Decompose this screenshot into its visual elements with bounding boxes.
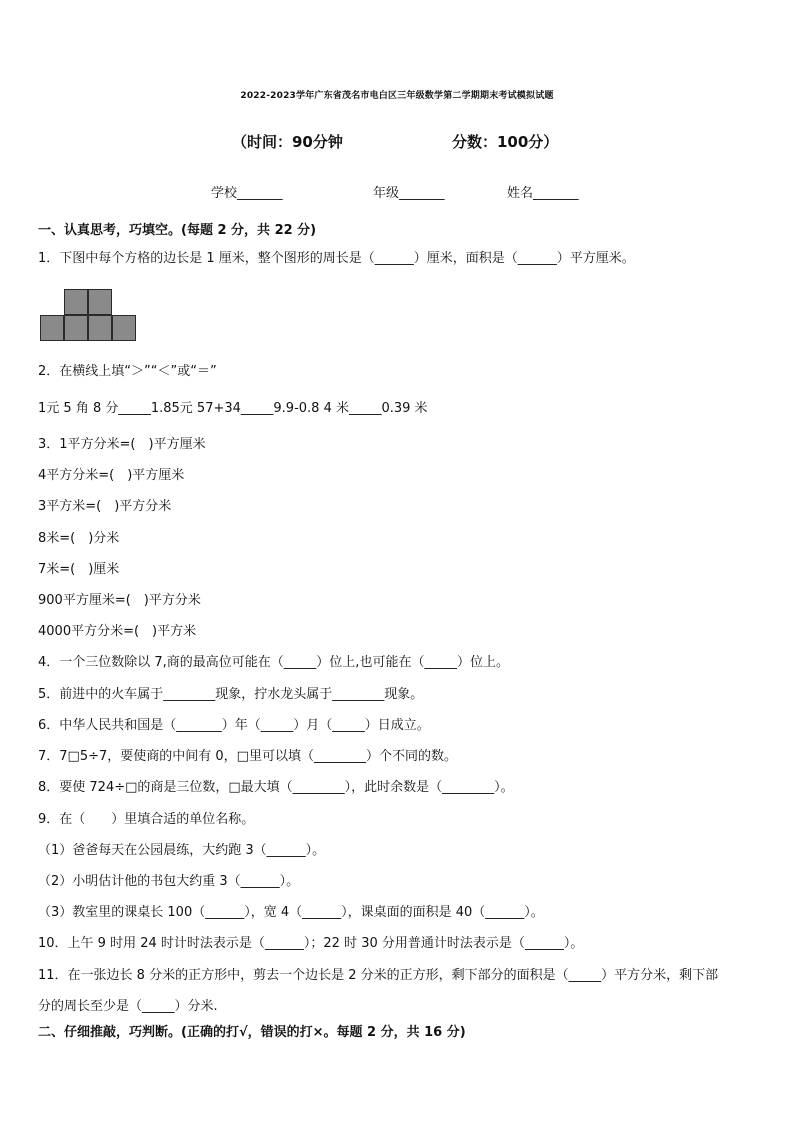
grid-cell	[64, 315, 88, 341]
question-5: 5．前进中的火车属于________现象，拧水龙头属于________现象。	[38, 687, 424, 702]
question-9: 9．在（ ）里填合适的单位名称。	[38, 812, 255, 827]
question-10: 10．上午 9 时用 24 时计时法表示是（______）；22 时 30 分用普通计时法表示是（______）。	[38, 936, 584, 951]
grade-field: 年级_______	[373, 186, 445, 201]
grid-cell	[64, 289, 88, 315]
question-3-line: 8米=( )分米	[38, 531, 120, 546]
question-8: 8．要使 724÷□的商是三位数，□最大填（________），此时余数是（________）。	[38, 780, 514, 795]
question-9-part-2: （2）小明估计他的书包大约重 3（______）。	[38, 874, 300, 889]
question-2: 2．在横线上填“＞”“＜”或“＝”	[38, 364, 217, 379]
question-1: 1．下图中每个方格的边长是 1 厘米，整个图形的周长是（______）厘米，面积是（______）平方厘米。	[38, 251, 635, 266]
grid-cell	[88, 289, 112, 315]
question-3-line: 3平方米=( )平方分米	[38, 499, 172, 514]
question-3-line: 3．1平方分米=( )平方厘米	[38, 437, 206, 452]
question-9-part-1: （1）爸爸每天在公园晨练，大约跑 3（______）。	[38, 843, 326, 858]
grid-cell	[88, 315, 112, 341]
question-3-line: 900平方厘米=( )平方分米	[38, 593, 201, 608]
exam-time: （时间：90分钟	[232, 133, 343, 151]
grid-cell	[112, 315, 136, 341]
section-1-heading: 一、认真思考，巧填空。(每题 2 分，共 22 分)	[38, 223, 317, 238]
question-9-part-3: （3）教室里的课桌长 100（______），宽 4（______），课桌面的面积是 40（______）。	[38, 905, 544, 920]
grid-cell	[40, 315, 64, 341]
question-11-line-2: 分的周长至少是（_____）分米.	[38, 999, 218, 1014]
school-field: 学校_______	[211, 186, 283, 201]
name-field: 姓名_______	[507, 186, 579, 201]
question-4: 4．一个三位数除以 7,商的最高位可能在（_____）位上,也可能在（_____）位上。	[38, 655, 509, 670]
question-6: 6．中华人民共和国是（_______）年（_____）月（_____）日成立。	[38, 718, 430, 733]
question-3-line: 4平方分米=( )平方厘米	[38, 468, 185, 483]
question-7: 7．7□5÷7，要使商的中间有 0，□里可以填（________）个不同的数。	[38, 749, 457, 764]
square-grid-figure	[40, 289, 138, 343]
section-2-heading: 二、仔细推敲，巧判断。(正确的打√，错误的打×。每题 2 分，共 16 分)	[38, 1025, 466, 1040]
question-2-items: 1元 5 角 8 分_____1.85元 57+34_____9.9-0.8 4 米_____0.39 米	[38, 401, 428, 416]
question-11-line-1: 11．在一张边长 8 分米的正方形中，剪去一个边长是 2 分米的正方形，剩下部分的面积是（_____）平方分米，剩下部	[38, 968, 719, 983]
exam-score: 分数：100分）	[452, 133, 559, 151]
question-3-line: 4000平方分米=( )平方米	[38, 624, 197, 639]
page-title: 2022-2023学年广东省茂名市电白区三年级数学第二学期期末考试模拟试题	[240, 91, 554, 101]
question-3-line: 7米=( )厘米	[38, 562, 120, 577]
